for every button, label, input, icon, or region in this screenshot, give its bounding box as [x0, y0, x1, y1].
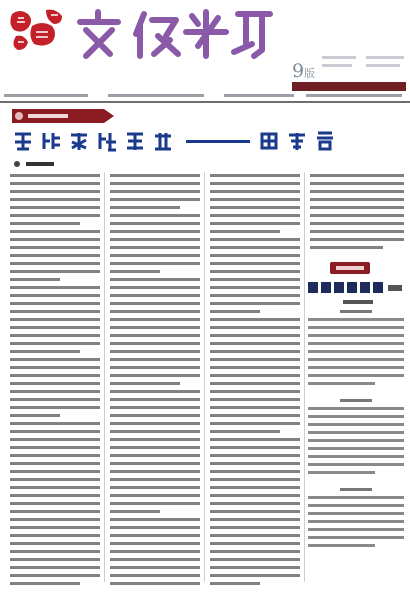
article-column-2 [110, 174, 200, 590]
editor-info [322, 56, 406, 74]
sidebar-poem-text [308, 310, 404, 552]
byline-icon [14, 161, 20, 167]
sidebar-section-tag [330, 262, 370, 274]
red-seal-logo-icon [6, 6, 68, 54]
article-column-4-top [310, 174, 404, 254]
masthead-rule [0, 101, 410, 103]
newspaper-title-logo [74, 6, 274, 60]
column-divider [104, 172, 105, 582]
article-column-3 [210, 174, 300, 590]
contact-strip [4, 93, 406, 98]
article-column-1 [10, 174, 100, 590]
column-divider [304, 172, 305, 582]
masthead [0, 0, 410, 88]
sidebar-poem-title [308, 282, 404, 294]
byline [26, 162, 54, 166]
date-banner [292, 82, 406, 91]
column-tag [12, 109, 104, 123]
tag-bullet-icon [15, 112, 23, 120]
column-divider [204, 172, 205, 582]
article-headline [12, 130, 392, 154]
sidebar-poem-author [343, 300, 373, 304]
edition-number: 9版 [292, 60, 316, 82]
